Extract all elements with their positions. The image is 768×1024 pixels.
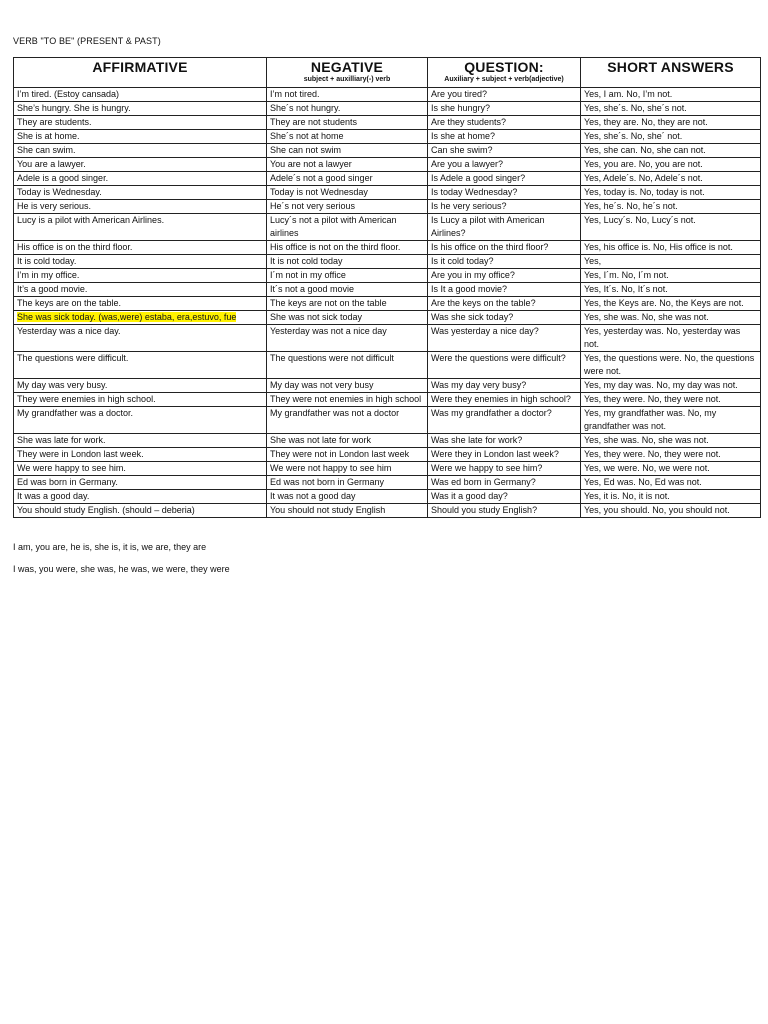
cell-text: She was late for work. xyxy=(17,435,106,445)
affirmative-cell xyxy=(14,434,267,448)
table-row xyxy=(14,269,761,283)
cell-text: Are you a lawyer? xyxy=(431,159,504,169)
negative-cell xyxy=(267,255,428,269)
header-subtitle: Auxiliary + subject + verb(adjective) xyxy=(444,76,564,83)
table-row xyxy=(14,462,761,476)
header-title: QUESTION: xyxy=(464,59,544,75)
cell-text: Yesterday was not a nice day xyxy=(270,326,387,336)
table-row xyxy=(14,214,761,241)
table-row xyxy=(14,88,761,102)
cell-text: Yes, today is. No, today is not. xyxy=(584,187,705,197)
cell-text: His office is not on the third floor. xyxy=(270,242,401,252)
question-cell xyxy=(428,393,581,407)
negative-cell xyxy=(267,200,428,214)
affirmative-cell xyxy=(14,379,267,393)
table-body xyxy=(14,88,761,518)
negative-cell xyxy=(267,379,428,393)
short-answer-cell xyxy=(581,214,761,241)
question-cell xyxy=(428,130,581,144)
cell-text: It’s a good movie. xyxy=(17,284,88,294)
cell-text: Should you study English? xyxy=(431,505,538,515)
cell-text: It is not cold today xyxy=(270,256,343,266)
document-title: VERB "TO BE" (PRESENT & PAST) xyxy=(13,36,161,46)
table-row xyxy=(14,393,761,407)
cell-text: He´s not very serious xyxy=(270,201,356,211)
cell-text: Yes, my grandfather was. No, my grandfather was not. xyxy=(584,408,717,431)
cell-text: My grandfather was a doctor. xyxy=(17,408,134,418)
negative-cell xyxy=(267,407,428,434)
cell-text: Was she late for work? xyxy=(431,435,523,445)
negative-cell xyxy=(267,158,428,172)
cell-text: She can swim. xyxy=(17,145,76,155)
negative-cell xyxy=(267,325,428,352)
short-answer-cell xyxy=(581,158,761,172)
negative-cell xyxy=(267,214,428,241)
question-cell xyxy=(428,311,581,325)
cell-text: Is she at home? xyxy=(431,131,496,141)
cell-text: His office is on the third floor. xyxy=(17,242,133,252)
cell-text: Was my grandfather a doctor? xyxy=(431,408,552,418)
cell-text: Lucy´s not a pilot with American airlines xyxy=(270,215,397,238)
table-row xyxy=(14,448,761,462)
question-cell xyxy=(428,200,581,214)
short-answer-cell xyxy=(581,325,761,352)
affirmative-cell xyxy=(14,476,267,490)
cell-text: She´s not at home xyxy=(270,131,344,141)
table-row xyxy=(14,283,761,297)
negative-cell xyxy=(267,434,428,448)
cell-text: Yes, xyxy=(584,256,602,266)
cell-text: Can she swim? xyxy=(431,145,493,155)
short-answer-cell xyxy=(581,407,761,434)
affirmative-cell xyxy=(14,504,267,518)
table-row xyxy=(14,102,761,116)
cell-text: Lucy is a pilot with American Airlines. xyxy=(17,215,165,225)
cell-text: Are you in my office? xyxy=(431,270,515,280)
short-answer-cell xyxy=(581,269,761,283)
cell-text: Yes, she was. No, she was not. xyxy=(584,435,709,445)
cell-text: Yes, Adele´s. No, Adele´s not. xyxy=(584,173,703,183)
cell-text: Ed was not born in Germany xyxy=(270,477,385,487)
table-row xyxy=(14,130,761,144)
cell-text: Are you tired? xyxy=(431,89,488,99)
affirmative-cell xyxy=(14,311,267,325)
cell-text: The questions were difficult. xyxy=(17,353,129,363)
negative-cell xyxy=(267,448,428,462)
cell-text: Yes, I´m. No, I´m not. xyxy=(584,270,669,280)
cell-text: They are not students xyxy=(270,117,358,127)
cell-text: My day was not very busy xyxy=(270,380,374,390)
table-row xyxy=(14,311,761,325)
table-row xyxy=(14,172,761,186)
affirmative-cell xyxy=(14,144,267,158)
header-title: SHORT ANSWERS xyxy=(607,59,734,75)
cell-text: It is cold today. xyxy=(17,256,77,266)
cell-text: Yes, I am. No, I’m not. xyxy=(584,89,673,99)
header-question xyxy=(428,58,581,88)
cell-text: She is at home. xyxy=(17,131,80,141)
cell-text: Yes, you are. No, you are not. xyxy=(584,159,703,169)
short-answer-cell xyxy=(581,490,761,504)
header-negative xyxy=(267,58,428,88)
question-cell xyxy=(428,269,581,283)
cell-text: Was my day very busy? xyxy=(431,380,527,390)
short-answer-cell xyxy=(581,434,761,448)
negative-cell xyxy=(267,462,428,476)
cell-text: Yes, they were. No, they were not. xyxy=(584,394,721,404)
short-answer-cell xyxy=(581,144,761,158)
negative-cell xyxy=(267,144,428,158)
affirmative-cell xyxy=(14,407,267,434)
cell-text: They are students. xyxy=(17,117,92,127)
cell-text: I’m tired. (Estoy cansada) xyxy=(17,89,120,99)
cell-text: Were they enemies in high school? xyxy=(431,394,571,404)
negative-cell xyxy=(267,504,428,518)
short-answer-cell xyxy=(581,130,761,144)
short-answer-cell xyxy=(581,462,761,476)
cell-text: Is today Wednesday? xyxy=(431,187,518,197)
cell-text: Yes, they were. No, they were not. xyxy=(584,449,721,459)
table-row xyxy=(14,158,761,172)
cell-text: The questions were not difficult xyxy=(270,353,394,363)
question-cell xyxy=(428,434,581,448)
cell-text: She was sick today. (was,were) estaba, era,estuvo, fue xyxy=(17,312,237,322)
header-title: NEGATIVE xyxy=(310,59,384,75)
past-forms-line: I was, you were, she was, he was, we were, they were xyxy=(13,564,230,574)
cell-text: We were not happy to see him xyxy=(270,463,392,473)
question-cell xyxy=(428,116,581,130)
table-row xyxy=(14,297,761,311)
short-answer-cell xyxy=(581,283,761,297)
cell-text: Was it a good day? xyxy=(431,491,508,501)
cell-text: I´m not in my office xyxy=(270,270,346,280)
present-forms-line: I am, you are, he is, she is, it is, we are, they are xyxy=(13,542,207,552)
question-cell xyxy=(428,476,581,490)
header-subtitle: subject + auxilliary(-) verb xyxy=(303,76,391,83)
cell-text: Yes, my day was. No, my day was not. xyxy=(584,380,738,390)
table-row xyxy=(14,255,761,269)
cell-text: Yes, she´s. No, she´ not. xyxy=(584,131,683,141)
cell-text: Yes, the questions were. No, the questions were not. xyxy=(584,353,755,376)
cell-text: You should not study English xyxy=(270,505,386,515)
negative-cell xyxy=(267,297,428,311)
cell-text: She´s not hungry. xyxy=(270,103,341,113)
short-answer-cell xyxy=(581,297,761,311)
cell-text: Today is Wednesday. xyxy=(17,187,102,197)
question-cell xyxy=(428,407,581,434)
cell-text: Yes, she was. No, she was not. xyxy=(584,312,709,322)
cell-text: The keys are on the table. xyxy=(17,298,122,308)
cell-text: Yes, you should. No, you should not. xyxy=(584,505,730,515)
cell-text: You should study English. (should – deberia) xyxy=(17,505,195,515)
cell-text: Is his office on the third floor? xyxy=(431,242,549,252)
cell-text: Yes, yesterday was. No, yesterday was not. xyxy=(584,326,741,349)
cell-text: Is It a good movie? xyxy=(431,284,508,294)
question-cell xyxy=(428,448,581,462)
negative-cell xyxy=(267,269,428,283)
short-answer-cell xyxy=(581,476,761,490)
cell-text: Was yesterday a nice day? xyxy=(431,326,539,336)
cell-text: She was not sick today xyxy=(270,312,363,322)
affirmative-cell xyxy=(14,269,267,283)
affirmative-cell xyxy=(14,116,267,130)
affirmative-cell xyxy=(14,241,267,255)
cell-text: Is she hungry? xyxy=(431,103,491,113)
cell-text: Is Adele a good singer? xyxy=(431,173,526,183)
negative-cell xyxy=(267,102,428,116)
header-title: AFFIRMATIVE xyxy=(92,59,188,75)
cell-text: They were in London last week. xyxy=(17,449,144,459)
table-row xyxy=(14,490,761,504)
question-cell xyxy=(428,283,581,297)
cell-text: They were not in London last week xyxy=(270,449,410,459)
question-cell xyxy=(428,352,581,379)
cell-text: Is Lucy a pilot with American Airlines? xyxy=(431,215,545,238)
cell-text: She was not late for work xyxy=(270,435,372,445)
question-cell xyxy=(428,172,581,186)
question-cell xyxy=(428,158,581,172)
question-cell xyxy=(428,462,581,476)
cell-text: My day was very busy. xyxy=(17,380,108,390)
short-answer-cell xyxy=(581,504,761,518)
cell-text: Were the questions were difficult? xyxy=(431,353,566,363)
header-short-answers xyxy=(581,58,761,88)
cell-text: Are they students? xyxy=(431,117,507,127)
question-cell xyxy=(428,102,581,116)
cell-text: Today is not Wednesday xyxy=(270,187,368,197)
negative-cell xyxy=(267,490,428,504)
question-cell xyxy=(428,255,581,269)
cell-text: Is it cold today? xyxy=(431,256,494,266)
affirmative-cell xyxy=(14,462,267,476)
cell-text: They were enemies in high school. xyxy=(17,394,156,404)
verb-to-be-table xyxy=(13,57,761,518)
affirmative-cell xyxy=(14,172,267,186)
affirmative-cell xyxy=(14,297,267,311)
short-answer-cell xyxy=(581,102,761,116)
affirmative-cell xyxy=(14,88,267,102)
cell-text: Yes, we were. No, we were not. xyxy=(584,463,710,473)
cell-text: Was she sick today? xyxy=(431,312,514,322)
cell-text: Is he very serious? xyxy=(431,201,507,211)
cell-text: Yes, Ed was. No, Ed was not. xyxy=(584,477,702,487)
table-row xyxy=(14,116,761,130)
cell-text: Yes, Lucy´s. No, Lucy´s not. xyxy=(584,215,696,225)
cell-text: You are a lawyer. xyxy=(17,159,86,169)
short-answer-cell xyxy=(581,186,761,200)
table-row xyxy=(14,186,761,200)
table-row xyxy=(14,407,761,434)
short-answer-cell xyxy=(581,393,761,407)
cell-text: Yes, It´s. No, It´s not. xyxy=(584,284,668,294)
cell-text: It was a good day. xyxy=(17,491,90,501)
negative-cell xyxy=(267,393,428,407)
negative-cell xyxy=(267,88,428,102)
cell-text: The keys are not on the table xyxy=(270,298,387,308)
negative-cell xyxy=(267,116,428,130)
cell-text: Yes, she´s. No, she´s not. xyxy=(584,103,687,113)
negative-cell xyxy=(267,283,428,297)
cell-text: Yesterday was a nice day. xyxy=(17,326,121,336)
table-row xyxy=(14,379,761,393)
table-row xyxy=(14,352,761,379)
cell-text: She can not swim xyxy=(270,145,342,155)
negative-cell xyxy=(267,186,428,200)
cell-text: It´s not a good movie xyxy=(270,284,355,294)
header-affirmative xyxy=(14,58,267,88)
cell-text: Were they in London last week? xyxy=(431,449,559,459)
affirmative-cell xyxy=(14,490,267,504)
negative-cell xyxy=(267,241,428,255)
affirmative-cell xyxy=(14,352,267,379)
cell-text: Yes, they are. No, they are not. xyxy=(584,117,708,127)
cell-text: We were happy to see him. xyxy=(17,463,126,473)
question-cell xyxy=(428,144,581,158)
short-answer-cell xyxy=(581,448,761,462)
affirmative-cell xyxy=(14,255,267,269)
affirmative-cell xyxy=(14,186,267,200)
short-answer-cell xyxy=(581,241,761,255)
short-answer-cell xyxy=(581,255,761,269)
cell-text: It was not a good day xyxy=(270,491,356,501)
negative-cell xyxy=(267,476,428,490)
cell-text: Yes, he´s. No, he´s not. xyxy=(584,201,678,211)
cell-text: Ed was born in Germany. xyxy=(17,477,118,487)
table-row xyxy=(14,241,761,255)
affirmative-cell xyxy=(14,200,267,214)
question-cell xyxy=(428,325,581,352)
question-cell xyxy=(428,186,581,200)
table-row xyxy=(14,476,761,490)
negative-cell xyxy=(267,311,428,325)
cell-text: She’s hungry. She is hungry. xyxy=(17,103,131,113)
cell-text: Adele is a good singer. xyxy=(17,173,109,183)
cell-text: You are not a lawyer xyxy=(270,159,352,169)
short-answer-cell xyxy=(581,172,761,186)
short-answer-cell xyxy=(581,116,761,130)
negative-cell xyxy=(267,172,428,186)
negative-cell xyxy=(267,130,428,144)
cell-text: He is very serious. xyxy=(17,201,92,211)
affirmative-cell xyxy=(14,214,267,241)
table-row xyxy=(14,504,761,518)
cell-text: Yes, she can. No, she can not. xyxy=(584,145,706,155)
cell-text: Yes, the Keys are. No, the Keys are not. xyxy=(584,298,744,308)
short-answer-cell xyxy=(581,88,761,102)
table-row xyxy=(14,434,761,448)
affirmative-cell xyxy=(14,448,267,462)
table-row xyxy=(14,144,761,158)
cell-text: Yes, it is. No, it is not. xyxy=(584,491,670,501)
table-header-row xyxy=(14,58,761,88)
question-cell xyxy=(428,504,581,518)
short-answer-cell xyxy=(581,200,761,214)
cell-text: I’m in my office. xyxy=(17,270,80,280)
affirmative-cell xyxy=(14,158,267,172)
question-cell xyxy=(428,214,581,241)
cell-text: Are the keys on the table? xyxy=(431,298,536,308)
negative-cell xyxy=(267,352,428,379)
table-row xyxy=(14,325,761,352)
affirmative-cell xyxy=(14,283,267,297)
affirmative-cell xyxy=(14,325,267,352)
cell-text: They were not enemies in high school xyxy=(270,394,422,404)
affirmative-cell xyxy=(14,102,267,116)
table-row xyxy=(14,200,761,214)
question-cell xyxy=(428,379,581,393)
cell-text: I’m not tired. xyxy=(270,89,320,99)
cell-text: Were we happy to see him? xyxy=(431,463,543,473)
cell-text: My grandfather was not a doctor xyxy=(270,408,400,418)
short-answer-cell xyxy=(581,311,761,325)
question-cell xyxy=(428,490,581,504)
question-cell xyxy=(428,241,581,255)
affirmative-cell xyxy=(14,393,267,407)
question-cell xyxy=(428,297,581,311)
affirmative-cell xyxy=(14,130,267,144)
cell-text: Yes, his office is. No, His office is not. xyxy=(584,242,733,252)
question-cell xyxy=(428,88,581,102)
short-answer-cell xyxy=(581,379,761,393)
cell-text: Adele´s not a good singer xyxy=(270,173,373,183)
cell-text: Was ed born in Germany? xyxy=(431,477,536,487)
short-answer-cell xyxy=(581,352,761,379)
